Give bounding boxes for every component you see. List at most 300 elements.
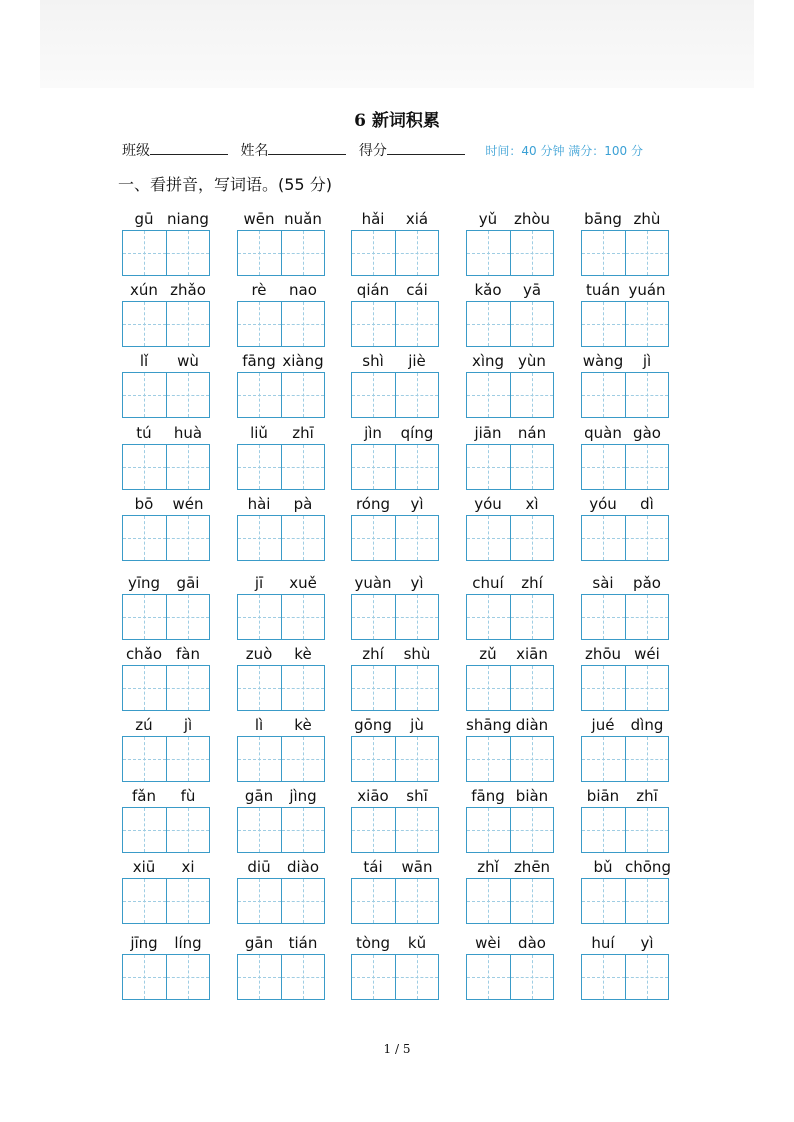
- pinyin-syllable: pǎo: [633, 574, 661, 592]
- pinyin-syllable: tái: [363, 858, 383, 876]
- writing-box[interactable]: [352, 595, 395, 639]
- pinyin-syllable: huí: [591, 934, 615, 952]
- class-blank[interactable]: [150, 140, 228, 155]
- pinyin-syllable: chǎo: [125, 645, 163, 663]
- writing-box[interactable]: [510, 808, 554, 852]
- pinyin-syllable: gōng: [354, 716, 392, 734]
- writing-box[interactable]: [281, 516, 325, 560]
- writing-boxes: [237, 594, 325, 640]
- pinyin: [351, 643, 439, 665]
- writing-box[interactable]: [625, 808, 669, 852]
- word-item: [237, 785, 325, 853]
- pinyin-syllable: diàn: [515, 716, 549, 734]
- writing-box[interactable]: [166, 302, 210, 346]
- pinyin: [237, 279, 325, 301]
- writing-box[interactable]: [625, 737, 669, 781]
- writing-box[interactable]: [510, 595, 554, 639]
- pinyin: [122, 785, 210, 807]
- writing-box[interactable]: [625, 955, 669, 999]
- pinyin-syllable: diū: [247, 858, 271, 876]
- writing-box[interactable]: [625, 445, 669, 489]
- pinyin-syllable: kǎo: [474, 281, 502, 299]
- pinyin: [581, 643, 669, 665]
- writing-box[interactable]: [395, 737, 439, 781]
- pinyin: [466, 279, 554, 301]
- writing-box[interactable]: [123, 955, 166, 999]
- writing-boxes: [122, 230, 210, 276]
- writing-boxes: [237, 954, 325, 1000]
- writing-boxes: [122, 954, 210, 1000]
- writing-box[interactable]: [238, 516, 281, 560]
- pinyin-syllable: gān: [244, 787, 274, 805]
- writing-box[interactable]: [625, 373, 669, 417]
- writing-boxes: [237, 230, 325, 276]
- writing-box[interactable]: [395, 955, 439, 999]
- writing-boxes: [351, 230, 439, 276]
- word-item: [466, 493, 554, 561]
- writing-boxes: [237, 372, 325, 418]
- word-item: [466, 932, 554, 1000]
- pinyin-syllable: zhēn: [513, 858, 551, 876]
- writing-box[interactable]: [510, 373, 554, 417]
- writing-box[interactable]: [625, 595, 669, 639]
- writing-boxes: [351, 878, 439, 924]
- page-number: 1 / 5: [383, 1042, 411, 1056]
- pinyin-syllable: xún: [130, 281, 158, 299]
- writing-boxes: [466, 444, 554, 490]
- writing-box[interactable]: [281, 445, 325, 489]
- pinyin-syllable: yīng: [127, 574, 161, 592]
- writing-box[interactable]: [467, 595, 510, 639]
- pinyin-syllable: diào: [286, 858, 320, 876]
- pinyin-syllable: nuǎn: [284, 210, 322, 228]
- writing-boxes: [581, 594, 669, 640]
- pinyin: [351, 856, 439, 878]
- writing-box[interactable]: [123, 666, 166, 710]
- writing-box[interactable]: [467, 666, 510, 710]
- word-item: [581, 493, 669, 561]
- word-item: [466, 643, 554, 711]
- writing-box[interactable]: [625, 231, 669, 275]
- word-item: [237, 350, 325, 418]
- word-item: [237, 208, 325, 276]
- writing-box[interactable]: [281, 666, 325, 710]
- name-label: 姓名: [240, 143, 269, 159]
- word-item: [466, 208, 554, 276]
- word-item: [237, 279, 325, 347]
- pinyin-syllable: chuí: [472, 574, 504, 592]
- writing-box[interactable]: [238, 231, 281, 275]
- writing-box[interactable]: [166, 231, 210, 275]
- writing-box[interactable]: [352, 302, 395, 346]
- word-item: [351, 279, 439, 347]
- writing-box[interactable]: [395, 808, 439, 852]
- writing-box[interactable]: [352, 808, 395, 852]
- writing-box[interactable]: [238, 373, 281, 417]
- pinyin: [237, 785, 325, 807]
- writing-boxes: [351, 807, 439, 853]
- writing-boxes: [466, 665, 554, 711]
- pinyin: [122, 643, 210, 665]
- writing-boxes: [466, 372, 554, 418]
- word-item: [466, 714, 554, 782]
- writing-box[interactable]: [352, 445, 395, 489]
- writing-box[interactable]: [281, 737, 325, 781]
- writing-box[interactable]: [625, 879, 669, 923]
- writing-box[interactable]: [352, 955, 395, 999]
- pinyin: [237, 714, 325, 736]
- writing-box[interactable]: [582, 302, 625, 346]
- writing-box[interactable]: [510, 516, 554, 560]
- pinyin-syllable: zhǎo: [170, 281, 206, 299]
- writing-box[interactable]: [510, 231, 554, 275]
- writing-box[interactable]: [281, 879, 325, 923]
- pinyin: [581, 856, 669, 878]
- pinyin-syllable: jī: [254, 574, 264, 592]
- writing-box[interactable]: [166, 516, 210, 560]
- writing-boxes: [237, 665, 325, 711]
- writing-box[interactable]: [238, 879, 281, 923]
- header-area: [40, 0, 754, 88]
- pinyin-syllable: xì: [525, 495, 539, 513]
- writing-box[interactable]: [238, 666, 281, 710]
- pinyin-syllable: zhòu: [513, 210, 551, 228]
- pinyin-syllable: chōng: [625, 858, 671, 876]
- pinyin-syllable: xiàng: [282, 352, 324, 370]
- pinyin-syllable: xiá: [405, 210, 429, 228]
- writing-box[interactable]: [166, 879, 210, 923]
- writing-box[interactable]: [395, 445, 439, 489]
- word-item: [122, 572, 210, 640]
- writing-box[interactable]: [166, 373, 210, 417]
- writing-box[interactable]: [467, 516, 510, 560]
- word-item: [351, 643, 439, 711]
- writing-box[interactable]: [281, 595, 325, 639]
- writing-box[interactable]: [625, 302, 669, 346]
- writing-box[interactable]: [395, 666, 439, 710]
- writing-boxes: [581, 444, 669, 490]
- writing-boxes: [237, 444, 325, 490]
- writing-boxes: [237, 515, 325, 561]
- pinyin-syllable: liǔ: [250, 424, 268, 442]
- score-label: 得分: [358, 143, 387, 159]
- pinyin-syllable: yuán: [628, 281, 666, 299]
- writing-box[interactable]: [510, 879, 554, 923]
- writing-box[interactable]: [352, 231, 395, 275]
- pinyin-syllable: fǎn: [132, 787, 156, 805]
- word-item: [122, 785, 210, 853]
- pinyin-syllable: xi: [181, 858, 195, 876]
- writing-box[interactable]: [123, 879, 166, 923]
- writing-boxes: [581, 736, 669, 782]
- writing-boxes: [122, 301, 210, 347]
- writing-box[interactable]: [352, 516, 395, 560]
- pinyin-syllable: bāng: [584, 210, 622, 228]
- word-item: [581, 643, 669, 711]
- pinyin-syllable: yuàn: [354, 574, 392, 592]
- pinyin-syllable: shāng: [466, 716, 512, 734]
- pinyin: [466, 350, 554, 372]
- pinyin-syllable: biàn: [515, 787, 549, 805]
- writing-box[interactable]: [395, 516, 439, 560]
- pinyin: [581, 572, 669, 594]
- word-item: [466, 785, 554, 853]
- pinyin: [237, 422, 325, 444]
- pinyin: [581, 932, 669, 954]
- writing-box[interactable]: [123, 231, 166, 275]
- pinyin-syllable: biān: [586, 787, 620, 805]
- writing-box[interactable]: [582, 595, 625, 639]
- pinyin-syllable: yóu: [474, 495, 502, 513]
- pinyin: [237, 350, 325, 372]
- pinyin-syllable: fù: [180, 787, 196, 805]
- writing-box[interactable]: [582, 445, 625, 489]
- word-item: [237, 572, 325, 640]
- writing-box[interactable]: [238, 955, 281, 999]
- writing-box[interactable]: [582, 373, 625, 417]
- pinyin-syllable: jì: [642, 352, 652, 370]
- writing-boxes: [122, 372, 210, 418]
- pinyin: [237, 643, 325, 665]
- writing-box[interactable]: [166, 666, 210, 710]
- writing-box[interactable]: [166, 808, 210, 852]
- writing-boxes: [581, 954, 669, 1000]
- word-item: [466, 422, 554, 490]
- pinyin-syllable: niang: [167, 210, 209, 228]
- word-item: [122, 493, 210, 561]
- writing-box[interactable]: [352, 879, 395, 923]
- pinyin-syllable: zhī: [292, 424, 314, 442]
- word-item: [466, 350, 554, 418]
- writing-boxes: [122, 665, 210, 711]
- writing-boxes: [351, 444, 439, 490]
- writing-box[interactable]: [467, 231, 510, 275]
- writing-box[interactable]: [352, 373, 395, 417]
- writing-box[interactable]: [582, 955, 625, 999]
- pinyin-syllable: zuò: [245, 645, 273, 663]
- pinyin-syllable: gū: [134, 210, 154, 228]
- pinyin: [466, 643, 554, 665]
- word-item: [237, 643, 325, 711]
- writing-box[interactable]: [510, 666, 554, 710]
- pinyin-syllable: líng: [174, 934, 202, 952]
- writing-box[interactable]: [582, 516, 625, 560]
- writing-box[interactable]: [510, 955, 554, 999]
- writing-boxes: [466, 807, 554, 853]
- word-item: [351, 856, 439, 924]
- writing-box[interactable]: [281, 955, 325, 999]
- writing-boxes: [581, 301, 669, 347]
- writing-box[interactable]: [281, 302, 325, 346]
- writing-boxes: [581, 515, 669, 561]
- word-item: [581, 572, 669, 640]
- writing-box[interactable]: [238, 302, 281, 346]
- pinyin-syllable: qíng: [400, 424, 434, 442]
- writing-boxes: [351, 736, 439, 782]
- pinyin-syllable: wēn: [243, 210, 275, 228]
- pinyin-syllable: nao: [289, 281, 317, 299]
- writing-box[interactable]: [123, 595, 166, 639]
- writing-box[interactable]: [166, 955, 210, 999]
- writing-box[interactable]: [395, 879, 439, 923]
- pinyin: [466, 422, 554, 444]
- writing-box[interactable]: [123, 373, 166, 417]
- pinyin-syllable: pà: [293, 495, 313, 513]
- pinyin-syllable: zhí: [521, 574, 543, 592]
- writing-box[interactable]: [281, 808, 325, 852]
- pinyin: [466, 932, 554, 954]
- writing-box[interactable]: [166, 595, 210, 639]
- pinyin: [581, 493, 669, 515]
- pinyin-syllable: jìng: [289, 787, 317, 805]
- name-blank[interactable]: [268, 140, 346, 155]
- pinyin-syllable: xiāo: [357, 787, 389, 805]
- writing-box[interactable]: [281, 373, 325, 417]
- pinyin-syllable: yā: [522, 281, 542, 299]
- writing-box[interactable]: [395, 595, 439, 639]
- writing-box[interactable]: [352, 737, 395, 781]
- pinyin-syllable: wān: [401, 858, 433, 876]
- writing-box[interactable]: [123, 302, 166, 346]
- writing-box[interactable]: [467, 879, 510, 923]
- word-item: [351, 208, 439, 276]
- pinyin-syllable: kè: [294, 645, 312, 663]
- writing-boxes: [122, 515, 210, 561]
- writing-box[interactable]: [281, 231, 325, 275]
- pinyin-syllable: wàng: [582, 352, 624, 370]
- writing-box[interactable]: [123, 808, 166, 852]
- pinyin: [237, 572, 325, 594]
- word-item: [351, 572, 439, 640]
- writing-box[interactable]: [467, 955, 510, 999]
- word-item: [351, 785, 439, 853]
- pinyin-syllable: róng: [355, 495, 391, 513]
- pinyin-syllable: cái: [406, 281, 428, 299]
- pinyin-syllable: yǔ: [478, 210, 498, 228]
- pinyin-syllable: tú: [136, 424, 152, 442]
- pinyin: [122, 856, 210, 878]
- writing-box[interactable]: [395, 373, 439, 417]
- section-title: 一、看拼音，写词语。(55 分): [118, 175, 332, 194]
- pinyin: [581, 785, 669, 807]
- writing-box[interactable]: [395, 231, 439, 275]
- writing-boxes: [351, 301, 439, 347]
- writing-box[interactable]: [395, 302, 439, 346]
- writing-box[interactable]: [467, 445, 510, 489]
- word-item: [237, 932, 325, 1000]
- pinyin-syllable: rè: [251, 281, 267, 299]
- writing-box[interactable]: [238, 737, 281, 781]
- pinyin-syllable: bǔ: [593, 858, 613, 876]
- word-item: [581, 932, 669, 1000]
- writing-box[interactable]: [582, 879, 625, 923]
- writing-box[interactable]: [582, 737, 625, 781]
- writing-boxes: [237, 736, 325, 782]
- word-item: [581, 714, 669, 782]
- pinyin: [351, 279, 439, 301]
- pinyin: [351, 493, 439, 515]
- pinyin-syllable: tián: [288, 934, 318, 952]
- writing-boxes: [122, 878, 210, 924]
- pinyin: [466, 714, 554, 736]
- pinyin-syllable: nán: [517, 424, 547, 442]
- writing-box[interactable]: [123, 516, 166, 560]
- writing-boxes: [581, 230, 669, 276]
- writing-box[interactable]: [352, 666, 395, 710]
- writing-box[interactable]: [467, 808, 510, 852]
- pinyin: [237, 208, 325, 230]
- writing-boxes: [237, 301, 325, 347]
- writing-box[interactable]: [625, 666, 669, 710]
- writing-box[interactable]: [238, 445, 281, 489]
- pinyin-syllable: lǐ: [139, 352, 149, 370]
- writing-box[interactable]: [123, 737, 166, 781]
- writing-box[interactable]: [467, 373, 510, 417]
- pinyin: [581, 422, 669, 444]
- score-blank[interactable]: [387, 140, 465, 155]
- pinyin-syllable: quàn: [584, 424, 622, 442]
- writing-box[interactable]: [582, 666, 625, 710]
- writing-box[interactable]: [123, 445, 166, 489]
- writing-boxes: [581, 665, 669, 711]
- writing-box[interactable]: [467, 302, 510, 346]
- pinyin: [122, 279, 210, 301]
- pinyin: [351, 572, 439, 594]
- writing-box[interactable]: [625, 516, 669, 560]
- pinyin: [237, 932, 325, 954]
- word-item: [581, 350, 669, 418]
- pinyin-syllable: xìng: [471, 352, 505, 370]
- writing-box[interactable]: [510, 445, 554, 489]
- pinyin: [122, 208, 210, 230]
- pinyin-syllable: xuě: [289, 574, 317, 592]
- pinyin-syllable: jì: [183, 716, 193, 734]
- writing-boxes: [351, 372, 439, 418]
- pinyin: [122, 350, 210, 372]
- writing-box[interactable]: [238, 595, 281, 639]
- writing-box[interactable]: [166, 445, 210, 489]
- pinyin: [581, 714, 669, 736]
- pinyin-syllable: zhī: [636, 787, 658, 805]
- writing-box[interactable]: [582, 808, 625, 852]
- pinyin: [351, 350, 439, 372]
- pinyin-syllable: huà: [173, 424, 203, 442]
- writing-boxes: [581, 878, 669, 924]
- writing-boxes: [237, 807, 325, 853]
- writing-box[interactable]: [238, 808, 281, 852]
- pinyin: [351, 714, 439, 736]
- pinyin: [466, 572, 554, 594]
- word-item: [351, 714, 439, 782]
- word-item: [466, 572, 554, 640]
- writing-box[interactable]: [166, 737, 210, 781]
- word-item: [351, 422, 439, 490]
- word-item: [581, 208, 669, 276]
- word-item: [581, 279, 669, 347]
- pinyin: [466, 785, 554, 807]
- writing-box[interactable]: [510, 302, 554, 346]
- pinyin-syllable: tòng: [355, 934, 391, 952]
- pinyin: [122, 422, 210, 444]
- word-item: [237, 422, 325, 490]
- pinyin-syllable: tuán: [585, 281, 621, 299]
- pinyin-syllable: jiān: [474, 424, 502, 442]
- pinyin: [351, 932, 439, 954]
- writing-box[interactable]: [467, 737, 510, 781]
- writing-box[interactable]: [510, 737, 554, 781]
- pinyin-syllable: dào: [518, 934, 546, 952]
- writing-box[interactable]: [582, 231, 625, 275]
